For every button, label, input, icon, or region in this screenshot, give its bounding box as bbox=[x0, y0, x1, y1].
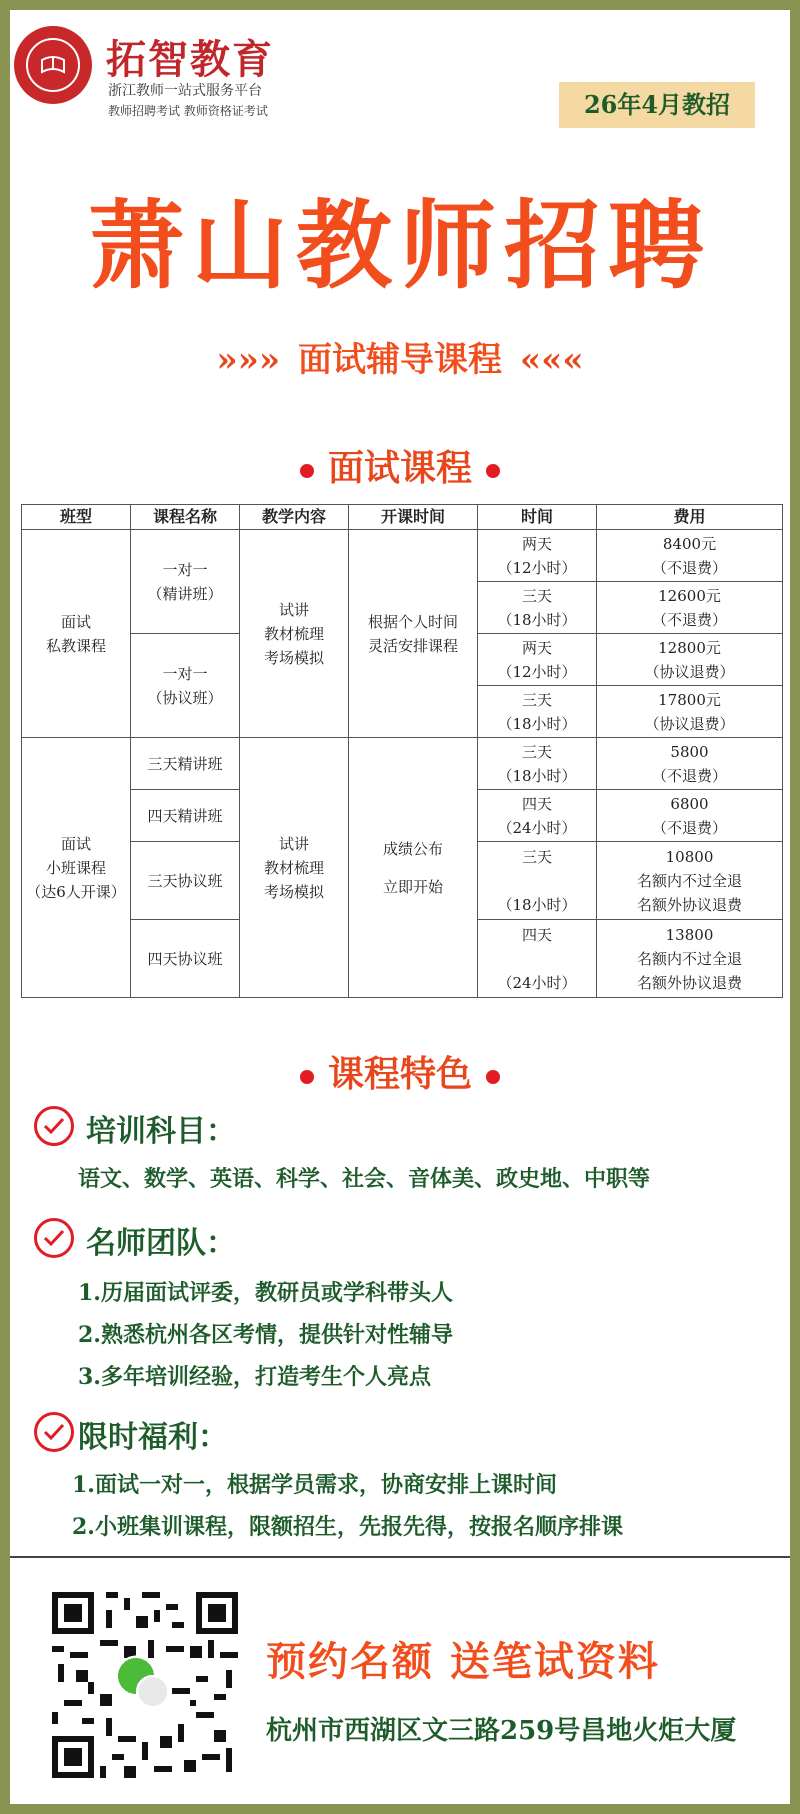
features-section-title bbox=[10, 1046, 790, 1097]
brand-name: 拓智教育 bbox=[106, 36, 274, 83]
course-section-label: 面试课程 bbox=[327, 447, 472, 489]
time-cell: 三天 （18小时） bbox=[478, 842, 597, 920]
time-cell: 三天 （18小时） bbox=[478, 738, 597, 790]
fee-cell: 6800 （不退费） bbox=[597, 790, 783, 842]
features-section-label: 课程特色 bbox=[327, 1053, 472, 1095]
book-emblem-icon bbox=[26, 38, 80, 92]
course-table bbox=[21, 504, 783, 998]
schedule-cell: 成绩公布 立即开始 bbox=[349, 738, 478, 998]
fee-cell: 8400元 （不退费） bbox=[597, 530, 783, 582]
fee-cell: 13800 名额内不过全退 名额外协议退费 bbox=[597, 920, 783, 998]
course-name-cell: 四天精讲班 bbox=[131, 790, 240, 842]
feature-title-subjects: 培训科目： bbox=[86, 1114, 236, 1149]
time-cell: 两天 （12小时） bbox=[478, 634, 597, 686]
feature-line: 1.面试一对一，根据学员需求，协商安排上课时间 bbox=[72, 1472, 557, 1498]
table-row bbox=[22, 738, 783, 790]
bullet-dot-icon bbox=[300, 1070, 314, 1084]
bullet-dot-icon bbox=[300, 464, 314, 478]
table-header: 时间 bbox=[478, 505, 597, 530]
poster bbox=[10, 10, 790, 1804]
time-cell: 四天 （24小时） bbox=[478, 920, 597, 998]
feature-line: 2.熟悉杭州各区考情，提供针对性辅导 bbox=[78, 1322, 453, 1348]
check-icon bbox=[34, 1106, 74, 1146]
fee-cell: 17800元 （协议退费） bbox=[597, 686, 783, 738]
feature-line: 2.小班集训课程，限额招生，先报先得，按报名顺序排课 bbox=[72, 1514, 623, 1540]
class-type-cell: 面试 小班课程 （达6人开课） bbox=[22, 738, 131, 998]
bullet-dot-icon bbox=[486, 1070, 500, 1084]
check-icon bbox=[34, 1218, 74, 1258]
table-row bbox=[22, 530, 783, 582]
table-header: 班型 bbox=[22, 505, 131, 530]
table-header: 费用 bbox=[597, 505, 783, 530]
class-type-cell: 面试 私教课程 bbox=[22, 530, 131, 738]
feature-title-benefits: 限时福利： bbox=[78, 1420, 228, 1455]
table-header: 开课时间 bbox=[349, 505, 478, 530]
course-name-cell: 一对一 （精讲班） bbox=[131, 530, 240, 634]
content-cell: 试讲 教材梳理 考场模拟 bbox=[240, 530, 349, 738]
feature-title-team: 名师团队： bbox=[86, 1226, 236, 1261]
feature-line: 1.历届面试评委，教研员或学科带头人 bbox=[78, 1280, 453, 1306]
table-header-row bbox=[22, 505, 783, 530]
course-section-title bbox=[10, 440, 790, 491]
course-name-cell: 一对一 （协议班） bbox=[131, 634, 240, 738]
content-cell: 试讲 教材梳理 考场模拟 bbox=[240, 738, 349, 998]
schedule-cell: 根据个人时间 灵活安排课程 bbox=[349, 530, 478, 738]
table-header: 教学内容 bbox=[240, 505, 349, 530]
course-name-cell: 三天协议班 bbox=[131, 842, 240, 920]
feature-line: 3.多年培训经验，打造考生个人亮点 bbox=[78, 1364, 431, 1390]
address-text: 杭州市西湖区文三路259号昌地火炬大厦 bbox=[266, 1716, 737, 1746]
bullet-dot-icon bbox=[486, 464, 500, 478]
subtitle-text: 面试辅导课程 bbox=[298, 340, 502, 380]
cta-text: 预约名额 送笔试资料 bbox=[266, 1638, 660, 1685]
date-badge: 26年4月教招 bbox=[559, 82, 755, 128]
chevron-left-icon: ««« bbox=[519, 340, 584, 380]
brand-logo bbox=[14, 26, 92, 104]
chevron-right-icon: »»» bbox=[216, 340, 281, 380]
page-title: 萧山教师招聘 bbox=[88, 189, 712, 302]
fee-cell: 10800 名额内不过全退 名额外协议退费 bbox=[597, 842, 783, 920]
course-name-cell: 四天协议班 bbox=[131, 920, 240, 998]
time-cell: 三天 （18小时） bbox=[478, 686, 597, 738]
check-icon bbox=[34, 1412, 74, 1452]
time-cell: 三天 （18小时） bbox=[478, 582, 597, 634]
fee-cell: 12800元 （协议退费） bbox=[597, 634, 783, 686]
course-name-cell: 三天精讲班 bbox=[131, 738, 240, 790]
divider bbox=[10, 1556, 790, 1558]
time-cell: 四天 （24小时） bbox=[478, 790, 597, 842]
subtitle bbox=[10, 332, 790, 381]
brand-services: 教师招聘考试 教师资格证考试 bbox=[108, 104, 268, 118]
brand-tagline: 浙江教师一站式服务平台 bbox=[108, 83, 262, 99]
wechat-qr-code-icon[interactable] bbox=[52, 1592, 238, 1778]
table-header: 课程名称 bbox=[131, 505, 240, 530]
time-cell: 两天 （12小时） bbox=[478, 530, 597, 582]
fee-cell: 5800 （不退费） bbox=[597, 738, 783, 790]
feature-line: 语文、数学、英语、科学、社会、音体美、政史地、中职等 bbox=[78, 1166, 651, 1192]
fee-cell: 12600元 （不退费） bbox=[597, 582, 783, 634]
